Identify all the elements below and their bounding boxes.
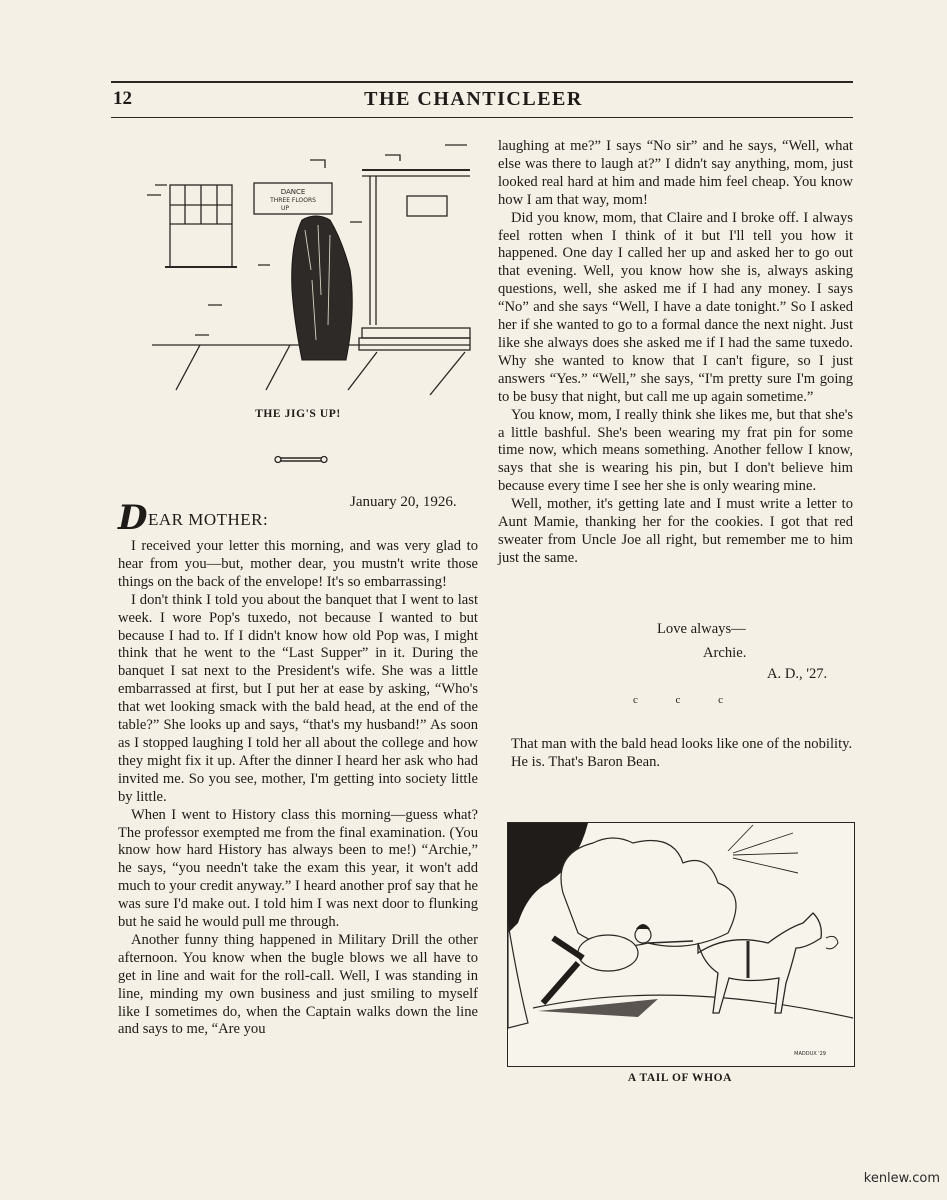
separator-mark: c xyxy=(675,694,681,706)
sign-dance-text: DANCE xyxy=(280,188,306,196)
author-initials: A. D., '27. xyxy=(767,666,828,682)
page-number: 12 xyxy=(113,88,132,109)
separator-mark: c xyxy=(633,694,638,706)
cartoon-signature: MADDUX '29 xyxy=(794,1051,826,1057)
running-title: THE CHANTICLEER xyxy=(364,88,583,110)
sign-floors-text: THREE FLOORS xyxy=(270,197,316,204)
letter-closing: Love always— xyxy=(657,621,746,637)
letter-salutation xyxy=(118,498,268,538)
divider-ornament xyxy=(274,453,328,465)
paragraph: Another funny thing happened in Military Drill the other afternoon. You know when the bugle blows we all have to get in line and wait for the roll-call. Well, I was standing in line, minding my own business and just smiling to myself like I sometimes do, when the Captain walks down the line and says to me, “Are you xyxy=(118,931,478,1038)
letter-date: January 20, 1926. xyxy=(350,494,457,510)
left-column-body xyxy=(118,538,478,1039)
paragraph: Well, mother, it's getting late and I must write a letter to Aunt Mamie, thanking her for the cookies. I got that red sweater from Uncle Joe all right, but remember me to him just the same. xyxy=(498,496,853,566)
right-column-body xyxy=(498,138,853,568)
header-rule-bottom xyxy=(111,117,853,118)
paragraph: I received your letter this morning, and was very glad to hear from you—but, mother dear, you mustn't write those things on the back of the envelope! It's so embarrassing! xyxy=(118,538,478,590)
paragraph: Did you know, mom, that Claire and I broke off. I always feel rotten when I think of it but I'll tell you how it happened. One day I called her up and asked her to go out that evening. Well, you know how she is, always asking questions, well, she asked me if I had any money. I says “No” and she says “Well, I have a date tonight.” So I asked her if she wanted to go to a formal dance the next night. Just like she always does she asked me if I had the same tuxedo. Why she wanted to know that I can't figure, so I just answers “Yes.” “Well,” she says, “I'm pretty sure I'm going to be busy that night, but call me up again sometime.” xyxy=(498,209,853,405)
cartoon-caption-tail-of-whoa: A TAIL OF WHOA xyxy=(627,1072,733,1084)
letter-signature: Archie. xyxy=(703,645,747,661)
paragraph: When I went to History class this morning—guess what? The professor exempted me from the final examination. (You know how hard History has always been to me!) “Archie,” he says, “you needn't take the exam this year, it won't add much to your credit anyway.” I heard another prof say that he was sure I'd make out. I told him I was next door to flunking but he said he would pull me through. xyxy=(118,806,478,931)
joke-punchline: He is. That's Baron Bean. xyxy=(511,753,661,770)
paragraph: I don't think I told you about the banquet that I went to last week. I wore Pop's tuxedo, not because I wanted to but because I had to. If I didn't know how old Pop was, I might think that he went to the “Last Supper” in it. During the banquet I sat next to the President's wife. She was a little embarrassed at first, but I put her at ease by asking, “Who's that wet looking smack with the bald head, at the end of the table?” She looks up and says, “that's my husband!” As soon as I stopped laughing I told her all about the college and how they might fix it up. After the dinner I heard her ask who had invited me. So you see, mother, I'm getting into society little by little. xyxy=(118,591,478,805)
joke-block xyxy=(498,736,853,772)
sign-up-text: UP xyxy=(280,205,290,212)
cartoon-tail-of-whoa xyxy=(507,822,855,1067)
paragraph: laughing at me?” I says “No sir” and he says, “Well, what else was there to laugh at?” I didn't say anything, mom, just looked real hard at him and made him feel cheap. You know how I am that way, mom! xyxy=(498,138,853,208)
salutation-text: EAR MOTHER: xyxy=(147,510,269,529)
joke-line: That man with the bald head looks like one of the nobility. xyxy=(511,736,853,752)
paragraph: You know, mom, I really think she likes me, but that she's a little bashful. She's been wearing my frat pin for some time now, which means something. Another fellow I know, says that she is wearing his pin, but I don't believe him because every time I see her she is only wearing mine. xyxy=(498,406,853,495)
cartoon-jigs-up xyxy=(140,140,480,400)
drop-cap: D xyxy=(118,498,148,538)
separator-mark: c xyxy=(718,694,723,706)
cartoon-caption-jigs-up: THE JIG'S UP! xyxy=(255,408,341,420)
section-separator xyxy=(633,694,723,706)
header-rule-top xyxy=(111,81,853,83)
site-watermark: kenlew.com xyxy=(863,1171,940,1186)
